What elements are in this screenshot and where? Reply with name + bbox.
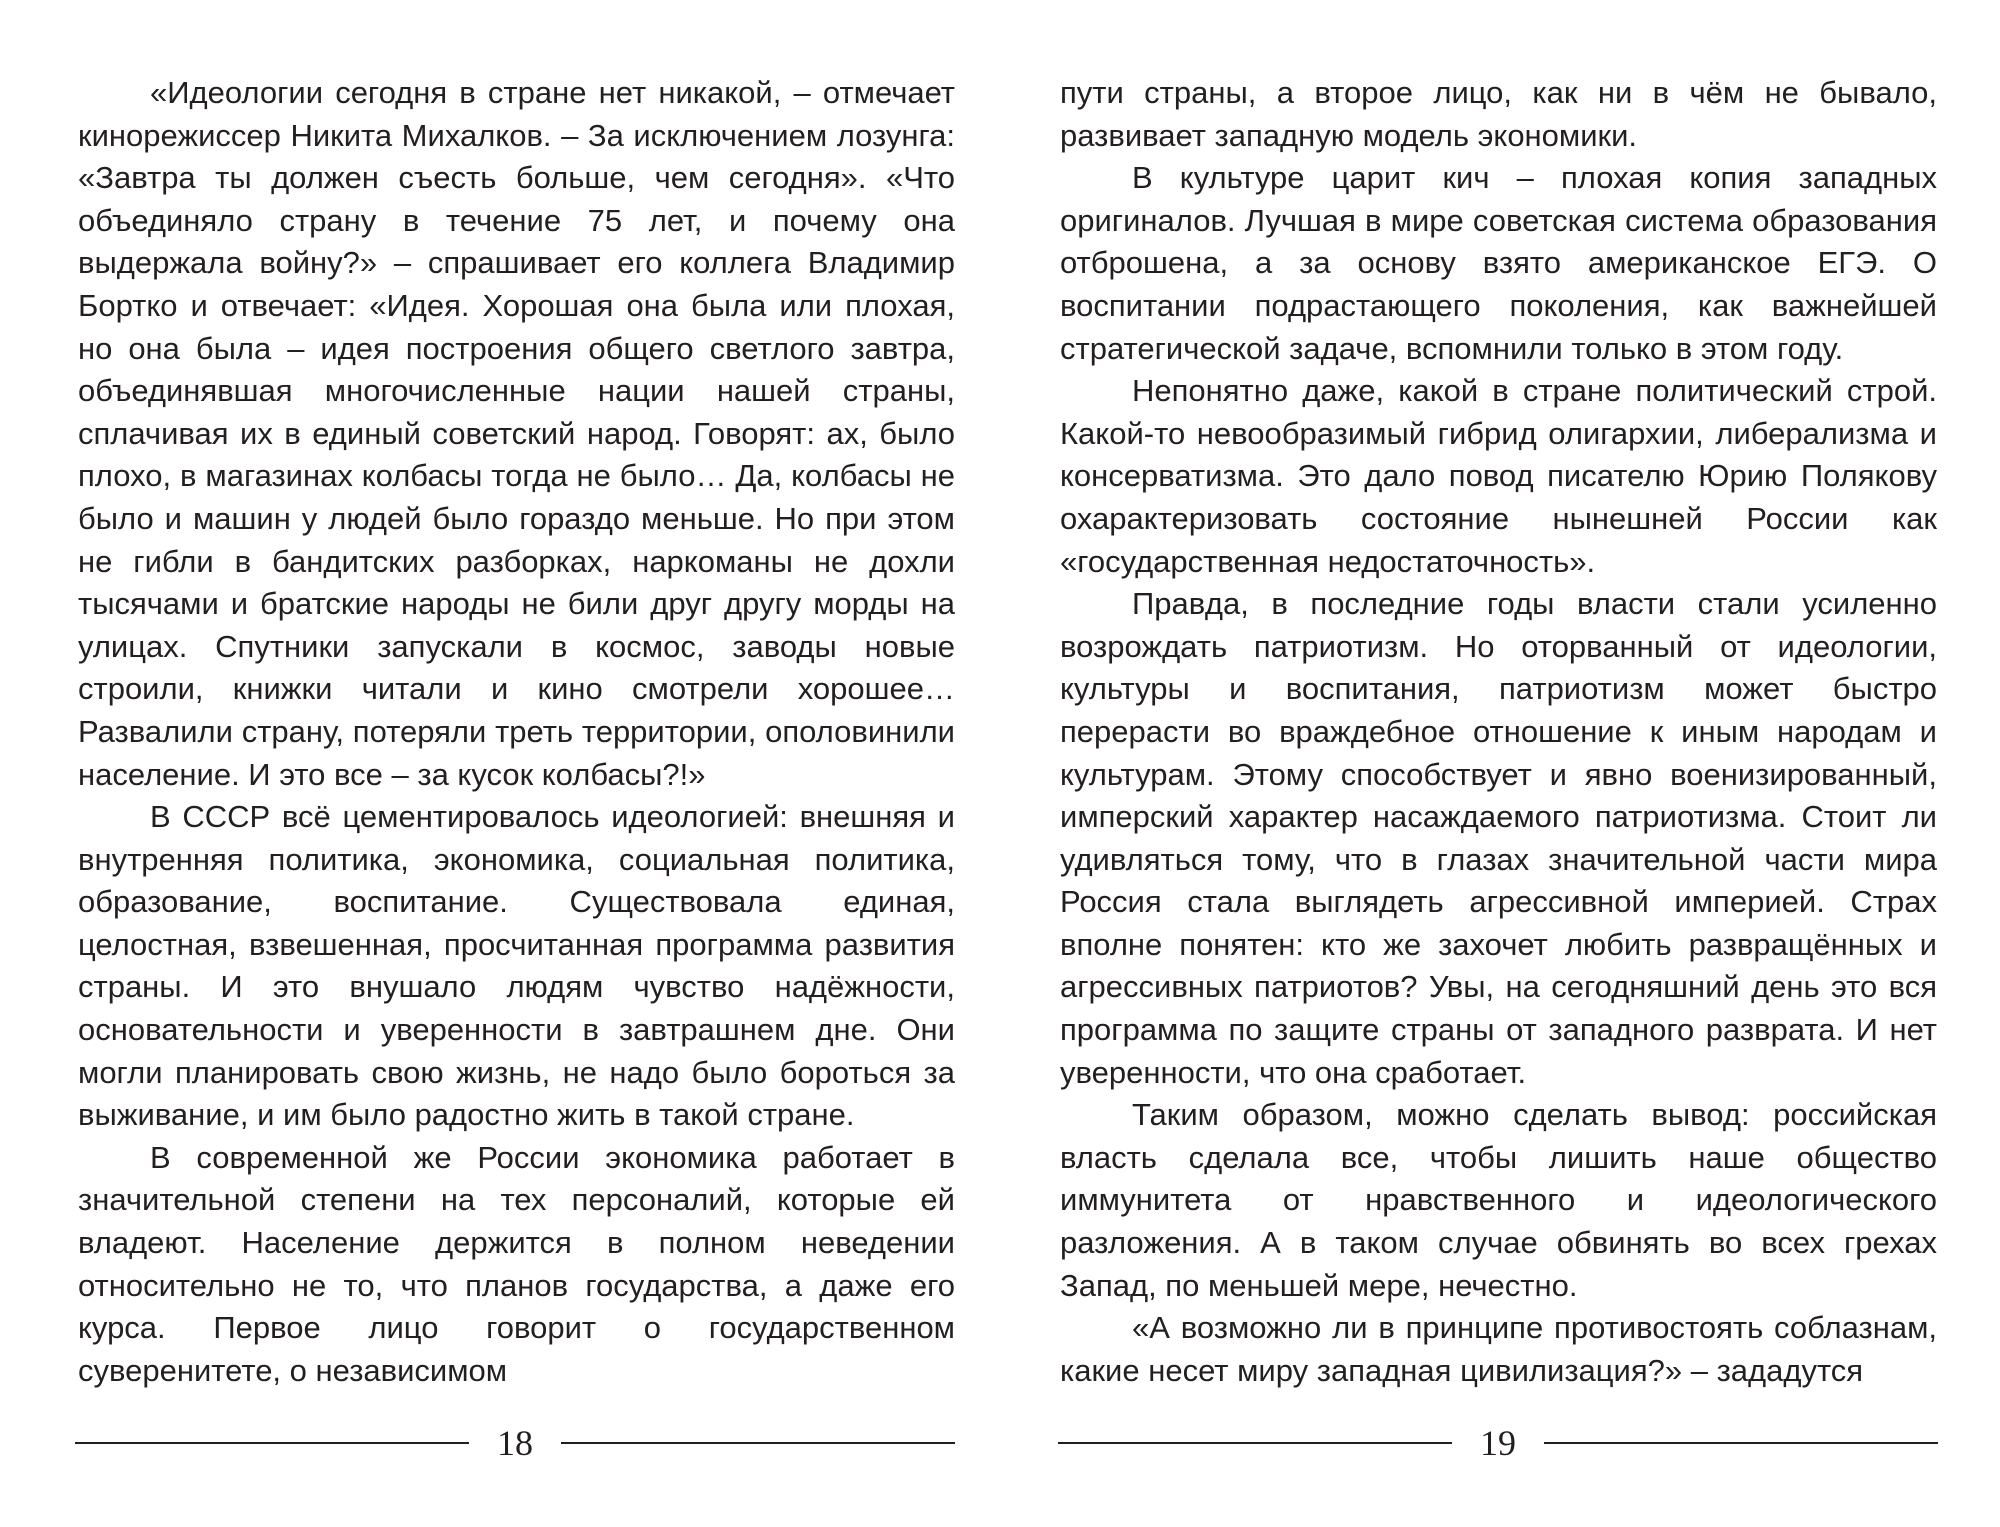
footer-rule-right (561, 1442, 955, 1444)
paragraph: «А возможно ли в принципе противостоять соблазнам, какие несет миру западная цивилизация?» – зададутся (1060, 1310, 1937, 1388)
footer-rule-left (75, 1442, 469, 1444)
left-page-footer (75, 1418, 955, 1468)
paragraph: В СССР всё цементировалось идеологией: внешняя и внутренняя политика, экономика, социальная политика, образование, воспитание. Существовала единая, целостная, взвешенная, просчитанная программа развития страны. И это внушало людям чувство надёжности, основательности и уверенности в завтрашнем дне. Они могли планировать свою жизнь, не надо было бороться за выживание, и им было радостно жить в такой стране. (78, 799, 955, 1133)
paragraph-continued: пути страны, а второе лицо, как ни в чём не бывало, развивает западную модель экономики. (1060, 75, 1937, 153)
paragraph: Непонятно даже, какой в стране политический строй. Какой-то невообразимый гибрид олигархии, либерализма и консерватизма. Это дало повод писателю Юрию Полякову охарактеризовать состояние нынешней России как «государственная недостаточность». (1060, 373, 1937, 579)
paragraph: Правда, в последние годы власти стали усиленно возрождать патриотизм. Но оторванный от идеологии, культуры и воспитания, патриотизм может быстро перерасти во враждебное отношение к иным народам и культурам. Этому способствует и явно военизированный, имперский характер насаждаемого патриотизма. Стоит ли удивляться тому, что в глазах значительной части мира Россия стала выглядеть агрессивной империей. Страх вполне понятен: кто же захочет любить развращённых и агрессивных патриотов? Увы, на сегодняшний день это вся программа по защите страны от западного разврата. И нет уверенности, что она сработает. (1060, 586, 1937, 1090)
paragraph: Таким образом, можно сделать вывод: российская власть сделала все, чтобы лишить наше общество иммунитета от нравственного и идеологического разложения. А в таком случае обвинять во всех грехах Запад, по меньшей мере, нечестно. (1060, 1097, 1937, 1303)
right-page-text (1060, 72, 1937, 1392)
left-page (78, 72, 955, 1392)
footer-rule-left (1058, 1442, 1452, 1444)
paragraph: В современной же России экономика работает в значительной степени на тех персоналий, которые ей владеют. Население держится в полном неведении относительно не то, что планов государства, а даже его курса. Первое лицо говорит о государственном суверенитете, о независимом (78, 1139, 955, 1388)
footer-rule-right (1544, 1442, 1938, 1444)
right-page (1060, 72, 1937, 1392)
page-number: 18 (497, 1423, 533, 1463)
paragraph: В культуре царит кич – плохая копия западных оригиналов. Лучшая в мире советская система образования отброшена, а за основу взято американское ЕГЭ. О воспитании подрастающего поколения, как важнейшей стратегической задаче, вспомнили только в этом году. (1060, 160, 1937, 366)
paragraph: «Идеологии сегодня в стране нет никакой, – отмечает кинорежиссер Никита Михалков. – За исключением лозунга: «Завтра ты должен съесть больше, чем сегодня». «Что объединяло страну в течение 75 лет, и почему она выдержала войну?» – спрашивает его коллега Владимир Бортко и отвечает: «Идея. Хорошая она была или плохая, но она была – идея построения общего светлого завтра, объединявшая многочисленные нации нашей страны, сплачивая их в единый советский народ. Говорят: ах, было плохо, в магазинах колбасы тогда не было… Да, колбасы не было и машин у людей было гораздо меньше. Но при этом не гибли в бандитских разборках, наркоманы не дохли тысячами и братские народы не били друг другу морды на улицах. Спутники запускали в космос, заводы новые строили, книжки читали и кино смотрели хорошее… Развалили страну, потеряли треть территории, ополовинили население. И это все – за кусок колбасы?!» (78, 75, 955, 792)
right-page-footer (1058, 1418, 1938, 1468)
left-page-text (78, 72, 955, 1392)
page-number: 19 (1480, 1423, 1516, 1463)
